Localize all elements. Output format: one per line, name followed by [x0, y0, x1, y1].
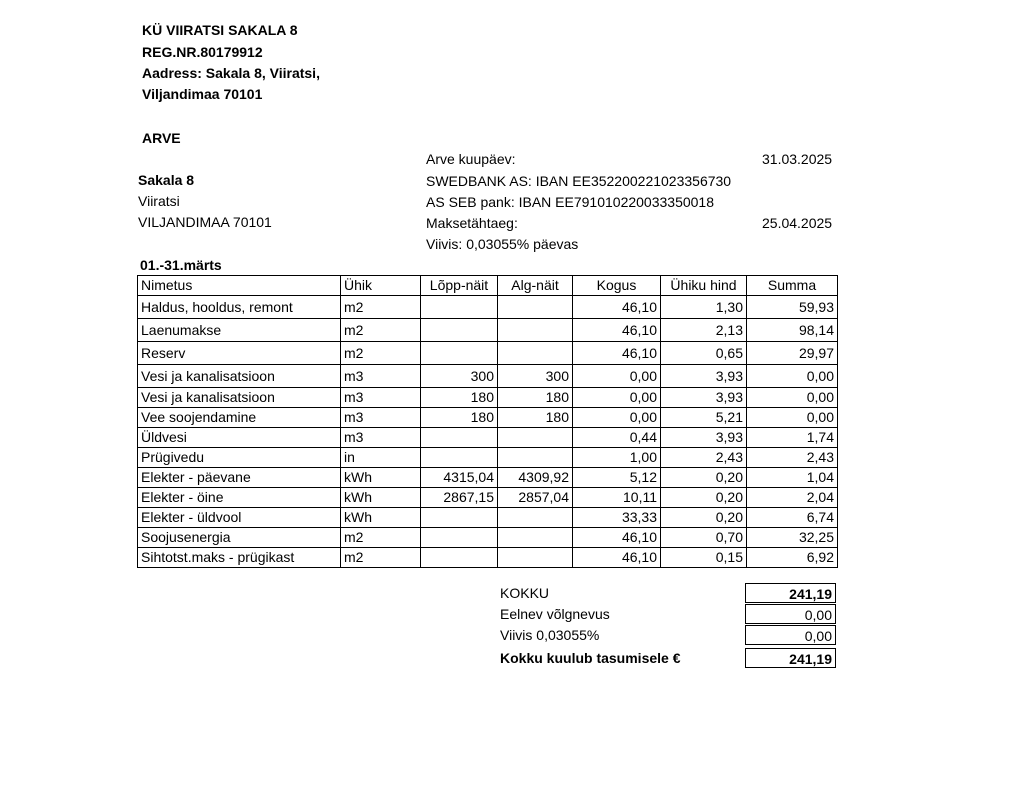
table-row — [138, 488, 838, 508]
cell-start-reading: 180 — [498, 388, 573, 408]
cell-start-reading: 2857,04 — [498, 488, 573, 508]
cell-name: Elekter - öine — [138, 488, 341, 508]
cell-sum: 98,14 — [747, 319, 838, 342]
invoice-items-table — [137, 275, 838, 568]
issuer-address-line1: Aadress: Sakala 8, Viiratsi, — [142, 65, 320, 81]
cell-quantity: 46,10 — [573, 319, 661, 342]
document-title: ARVE — [142, 130, 181, 146]
cell-start-reading — [498, 548, 573, 568]
header-nimetus: Nimetus — [138, 276, 341, 296]
cell-quantity: 46,10 — [573, 548, 661, 568]
table-row — [138, 428, 838, 448]
cell-unit-price: 0,15 — [661, 548, 747, 568]
cell-start-reading — [498, 528, 573, 548]
invoice-date-value: 31.03.2025 — [762, 151, 833, 167]
table-row — [138, 388, 838, 408]
cell-unit-price: 0,65 — [661, 342, 747, 365]
cell-name: Vee soojendamine — [138, 408, 341, 428]
cell-end-reading: 2867,15 — [421, 488, 498, 508]
cell-quantity: 0,00 — [573, 365, 661, 388]
cell-start-reading — [498, 448, 573, 468]
cell-unit: m2 — [341, 548, 421, 568]
header-alg-nait: Alg-näit — [498, 276, 573, 296]
cell-unit-price: 2,13 — [661, 319, 747, 342]
table-row — [138, 508, 838, 528]
cell-start-reading — [498, 319, 573, 342]
cell-start-reading: 4309,92 — [498, 468, 573, 488]
cell-end-reading — [421, 428, 498, 448]
cell-start-reading — [498, 342, 573, 365]
cell-quantity: 0,00 — [573, 408, 661, 428]
recipient-city: Viiratsi — [138, 193, 180, 209]
recipient-name: Sakala 8 — [138, 172, 195, 188]
cell-unit-price: 0,20 — [661, 508, 747, 528]
cell-end-reading: 300 — [421, 365, 498, 388]
cell-unit-price: 5,21 — [661, 408, 747, 428]
table-row — [138, 365, 838, 388]
cell-name: Soojusenergia — [138, 528, 341, 548]
cell-end-reading — [421, 319, 498, 342]
cell-unit-price: 0,20 — [661, 488, 747, 508]
table-row — [138, 528, 838, 548]
cell-end-reading: 4315,04 — [421, 468, 498, 488]
cell-unit-price: 3,93 — [661, 428, 747, 448]
cell-quantity: 46,10 — [573, 342, 661, 365]
cell-start-reading — [498, 296, 573, 319]
cell-unit: m2 — [341, 319, 421, 342]
recipient-region: VILJANDIMAA 70101 — [138, 214, 272, 230]
cell-start-reading: 180 — [498, 408, 573, 428]
cell-unit: m3 — [341, 365, 421, 388]
table-row — [138, 468, 838, 488]
table-header-row — [138, 276, 838, 296]
due-date-label: Maksetähtaeg: — [426, 215, 518, 231]
cell-quantity: 0,00 — [573, 388, 661, 408]
cell-name: Üldvesi — [138, 428, 341, 448]
cell-name: Vesi ja kanalisatsioon — [138, 388, 341, 408]
cell-end-reading — [421, 508, 498, 528]
cell-sum: 1,04 — [747, 468, 838, 488]
cell-name: Reserv — [138, 342, 341, 365]
cell-unit-price: 3,93 — [661, 388, 747, 408]
cell-sum: 1,74 — [747, 428, 838, 448]
due-date-value: 25.04.2025 — [762, 215, 833, 231]
cell-quantity: 46,10 — [573, 296, 661, 319]
table-row — [138, 319, 838, 342]
cell-unit: m3 — [341, 388, 421, 408]
cell-end-reading — [421, 448, 498, 468]
table-row — [138, 408, 838, 428]
cell-unit: m2 — [341, 342, 421, 365]
grand-total-value: 241,19 — [745, 648, 836, 668]
cell-name: Laenumakse — [138, 319, 341, 342]
header-kogus: Kogus — [573, 276, 661, 296]
issuer-address-line2: Viljandimaa 70101 — [142, 86, 263, 102]
penalty-value: 0,00 — [745, 625, 836, 645]
cell-sum: 6,92 — [747, 548, 838, 568]
cell-unit: m2 — [341, 296, 421, 319]
cell-unit-price: 2,43 — [661, 448, 747, 468]
grand-total-label: Kokku kuulub tasumisele € — [500, 650, 681, 666]
cell-name: Haldus, hooldus, remont — [138, 296, 341, 319]
cell-quantity: 10,11 — [573, 488, 661, 508]
cell-end-reading — [421, 342, 498, 365]
bank-account-seb: AS SEB pank: IBAN EE791010220033350018 — [426, 194, 714, 210]
total-label: KOKKU — [500, 585, 550, 601]
header-lopp-nait: Lõpp-näit — [421, 276, 498, 296]
cell-unit: in — [341, 448, 421, 468]
cell-unit-price: 1,30 — [661, 296, 747, 319]
issuer-name: KÜ VIIRATSI SAKALA 8 — [142, 22, 298, 38]
cell-end-reading: 180 — [421, 388, 498, 408]
cell-unit-price: 0,70 — [661, 528, 747, 548]
cell-end-reading — [421, 296, 498, 319]
table-row — [138, 342, 838, 365]
cell-sum: 0,00 — [747, 408, 838, 428]
cell-sum: 32,25 — [747, 528, 838, 548]
cell-end-reading — [421, 548, 498, 568]
cell-name: Vesi ja kanalisatsioon — [138, 365, 341, 388]
penalty-label: Viivis 0,03055% — [500, 627, 600, 643]
cell-quantity: 33,33 — [573, 508, 661, 528]
previous-debt-value: 0,00 — [745, 604, 836, 624]
table-row — [138, 548, 838, 568]
cell-unit: kWh — [341, 508, 421, 528]
cell-unit-price: 0,20 — [661, 468, 747, 488]
cell-unit: kWh — [341, 468, 421, 488]
penalty-rate: Viivis: 0,03055% päevas — [426, 236, 579, 252]
cell-start-reading — [498, 508, 573, 528]
invoice-date-label: Arve kuupäev: — [426, 151, 516, 167]
cell-sum: 0,00 — [747, 388, 838, 408]
cell-sum: 2,04 — [747, 488, 838, 508]
cell-name: Elekter - päevane — [138, 468, 341, 488]
cell-sum: 0,00 — [747, 365, 838, 388]
bank-account-swedbank: SWEDBANK AS: IBAN EE352200221023356730 — [426, 173, 732, 189]
total-value: 241,19 — [745, 583, 836, 603]
header-summa: Summa — [747, 276, 838, 296]
cell-sum: 59,93 — [747, 296, 838, 319]
cell-name: Prügivedu — [138, 448, 341, 468]
header-uhik: Ühik — [341, 276, 421, 296]
issuer-reg: REG.NR.80179912 — [142, 44, 263, 60]
cell-sum: 6,74 — [747, 508, 838, 528]
cell-quantity: 5,12 — [573, 468, 661, 488]
cell-unit: m2 — [341, 528, 421, 548]
cell-quantity: 1,00 — [573, 448, 661, 468]
cell-unit-price: 3,93 — [661, 365, 747, 388]
cell-quantity: 0,44 — [573, 428, 661, 448]
cell-unit: m3 — [341, 428, 421, 448]
header-uhiku-hind: Ühiku hind — [661, 276, 747, 296]
cell-unit: kWh — [341, 488, 421, 508]
table-row — [138, 448, 838, 468]
cell-start-reading: 300 — [498, 365, 573, 388]
table-row — [138, 296, 838, 319]
cell-start-reading — [498, 428, 573, 448]
billing-period: 01.-31.märts — [140, 257, 222, 273]
previous-debt-label: Eelnev võlgnevus — [500, 606, 610, 622]
cell-quantity: 46,10 — [573, 528, 661, 548]
cell-sum: 2,43 — [747, 448, 838, 468]
cell-name: Elekter - üldvool — [138, 508, 341, 528]
cell-unit: m3 — [341, 408, 421, 428]
cell-end-reading — [421, 528, 498, 548]
cell-end-reading: 180 — [421, 408, 498, 428]
cell-sum: 29,97 — [747, 342, 838, 365]
cell-name: Sihtotst.maks - prügikast — [138, 548, 341, 568]
